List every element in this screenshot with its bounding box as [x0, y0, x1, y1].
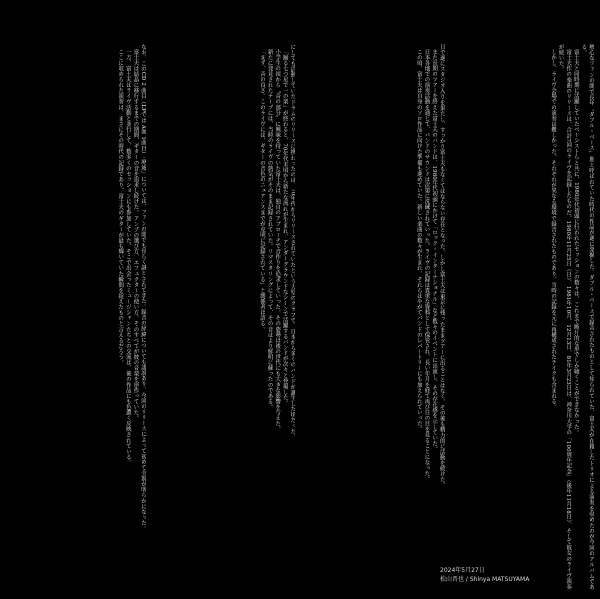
- paragraph: 富士夫と同時期に活躍していたベーシストらと共に、1980年代初頭に行われたセッションの数々は、これまで断片的な形でしか聴くことができなかった。: [572, 49, 579, 436]
- text-column-1: [454, 44, 594, 590]
- text-column-4: [6, 44, 146, 590]
- paragraph: 富士夫は結晶に移行するまでの期間、ギターの音を追求し続けた。アンプの選び方、エフェクターの使い方、そのすべてが彼の音楽を形作っていた。: [132, 49, 139, 422]
- paragraph: 一方、富士夫はライヴ活動と並行して、数多くのセッションにも参加していた。そこで出会ったミュージシャンたちとの交流は、後の作品にも色濃く反映されている。: [124, 49, 131, 466]
- author-credit: [440, 566, 590, 584]
- paragraph: 日本各地での演奏活動を通じて、バンドのサウンドは次第に洗練されていった。ライヴの記録は貴重な資料として保管され、長い年月を経て再び日の目を見ることになった。: [423, 49, 430, 483]
- text-columns: [6, 44, 594, 590]
- credit-author: 松山晋也 / Shinya MATSUYAMA: [440, 576, 530, 583]
- paragraph: 熱心なファンの間で長年〝ダブル・ベース〟期と呼ばれていた時代の作品が遂に発掘した。ダブル・ベースで録音されたものとして知られていた、富士夫が在籍したトリオによる演奏を収めたのが今回のアルバムである。: [580, 44, 594, 590]
- paragraph: 富士夫作の楽曲のリリースは、合計7回のライヴを記録したものだ。1980年11月25日（日）、1981年10月、12月13日、81年3月23日は、神奈川大学の「100周年記念」（後年11月18日）、そして彼女のライヴ演奏が続いた。: [557, 44, 572, 590]
- paragraph: 「まず、音の良さ。このライヴには、ギターの音色のニュアンスまでが克明に記録されている」と関係者は語る。: [258, 49, 265, 333]
- paragraph: 新たに発見されたテープには、当時のライヴの熱気がそのまま記録されていた。リマスタリングによって、その音はより鮮明に蘇ったのである。: [266, 49, 273, 411]
- paragraph: この頃、富士夫は自身のソロ作品に向けた準備も進めていた。新しい楽曲の数々が生まれ、それらはやがてバンドのレパートリーにも加えられていった。: [415, 49, 422, 433]
- paragraph: 日で遂にスタジオ入りを果たし、すっかり富士夫もなくてはならない存在となった。しかし富士夫は東京に残ったままツアーに出ることはなく、その後も精力的に活動を続けた。: [438, 44, 445, 488]
- paragraph: しかし、ライヴ会場での演奏は難しかった。それぞれが異なる環境で録音されたものであり、当時の記録を元に再構成されたテイクも含まれる。: [550, 49, 557, 411]
- paragraph: 「踊る七つ星で一の楽」が終わると、70年代末頃から新たな流れが生まれ、アンダーグラウンドなシーンで活躍するバンドが次々と登場した。: [281, 49, 288, 407]
- paragraph: 小学生の頃から〝音の部分〟に興味を持っていた富士夫は、独自のアプローチで音作りを追求していった。その姿勢は後の世代にも大きな影響を与えた。: [274, 49, 281, 433]
- credit-date: 2024年5月27日: [440, 567, 485, 574]
- paragraph: にしても活動していたドラムのリリースに携わったのは、70年代からリリースされていたという大型のクラブで、日本から多くのバンドが誕生した頃だった。: [289, 44, 296, 440]
- paragraph: ここに収められた演奏は、まさにその時代の記録であり、富士夫のギターが最も輝いていた瞬間を捉えたものと言えるだろう。: [117, 49, 124, 366]
- text-column-3: [155, 44, 295, 590]
- paragraph: なお、このCD 2 曲目（LPでは A面 1曲目）「廃墟」については、ファンの間でも長らく謎とされてきた。録音の経緯についても諸説あり、今回のリリースによって初めて全貌が明らかになった。: [140, 44, 146, 532]
- paragraph: また長期のツアーを終えた富士夫のバンドは、1980年代初頭にかけて「ロック・インターナショナル」など数々のイベントに出演し、その存在感を示していた。: [431, 49, 438, 453]
- text-column-2: [305, 44, 445, 590]
